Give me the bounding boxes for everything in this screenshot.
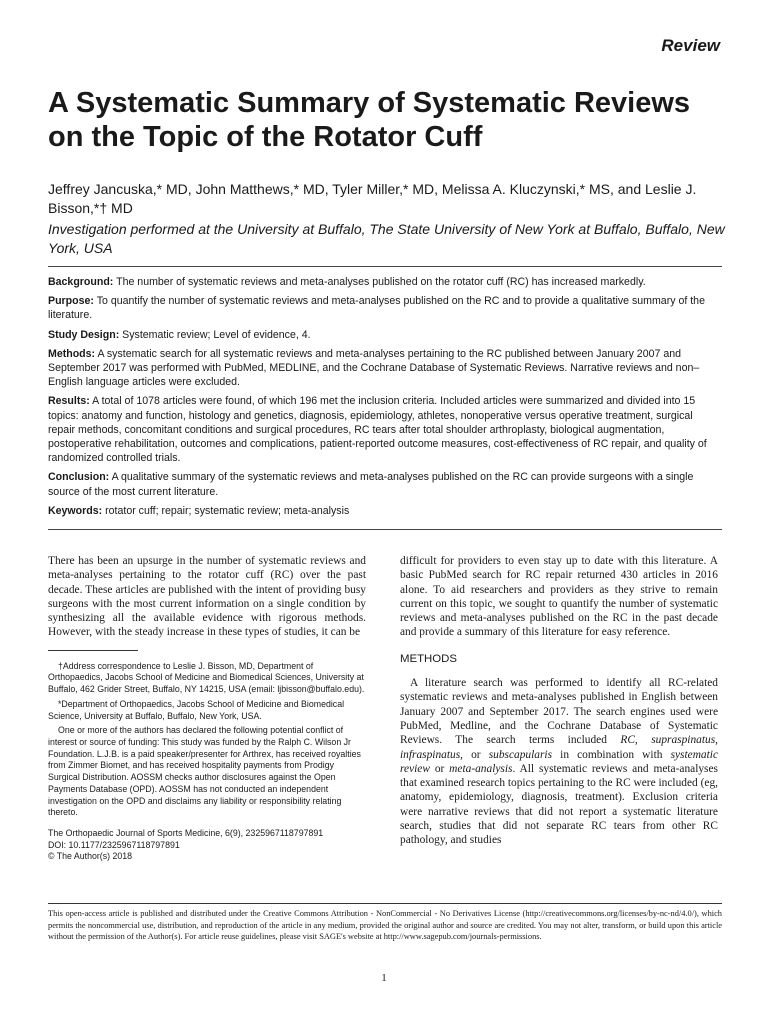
conclusion-text: A qualitative summary of the systematic reviews and meta-analyses published on the RC can provide surgeons with a single source of the most current literature. — [48, 471, 694, 498]
affiliation: Investigation performed at the University at Buffalo, The State University of New York at Buffalo, Buffalo, New York, USA — [48, 221, 725, 256]
purpose-label: Purpose: — [48, 295, 94, 308]
department-note: *Department of Orthopaedics, Jacobs School of Medicine and Biomedical Science, University at Buffalo, Buffalo, New York, USA. — [48, 698, 345, 721]
background-text: The number of systematic reviews and meta-analyses published on the rotator cuff (RC) has increased markedly. — [116, 276, 646, 288]
abstract-keywords — [48, 504, 722, 518]
disclosure-note: One or more of the authors has declared the following potential conflict of interest or source of funding: This study was funded by the Ralph C. Wilson Jr Foundation. L.J.B. is a paid speaker/presenter for Arthrex, has received royalties from Zimmer Biomet, and has received hospitality payments from Prodigy Surgical Distribution. AOSSM checks author disclosures against the Open Payments Database (OPD). AOSSM has not conducted an independent investigation on the OPD and disclaims any liability or responsibility relating thereto. — [48, 725, 361, 818]
design-label: Study Design: — [48, 328, 120, 341]
term-supraspinatus: supraspinatus — [651, 734, 716, 747]
abstract-purpose — [48, 294, 722, 322]
author-list: Jeffrey Jancuska,* MD, John Matthews,* MD, Tyler Miller,* MD, Melissa A. Kluczynski,* MS, and Leslie J. Bisson,*† MD — [48, 181, 697, 216]
abstract-design — [48, 328, 722, 342]
abstract-results — [48, 394, 722, 465]
journal-info — [48, 828, 366, 863]
term-meta-analysis: meta-analysis — [449, 762, 513, 775]
methods-text: A systematic search for all systematic reviews and meta-analyses pertaining to the RC published between January 2007 and September 2017 was performed with PubMed, MEDLINE, and the Cochrane Database of Systematic Reviews. Narrative reviews and non–English language articles were excluded. — [48, 347, 700, 389]
or-word-1: or — [471, 748, 481, 761]
license-notice: This open-access article is published and distributed under the Creative Commons Attribution - NonCommercial - No Derivatives License (http://creativecommons.org/licenses/by-nc-nd/4.0/), which permits the noncommercial use, distribution, and reproduction of the article in any medium, provided the original author and source are credited. You may not alter, transform, or build upon this article without the permission of the Author(s). For article reuse guidelines, please visit SAGE's website at http://www.sagepub.com/journals-permissions. — [48, 903, 722, 943]
doi: DOI: 10.1177/2325967118797891 — [48, 839, 180, 850]
abstract-conclusion — [48, 470, 722, 498]
intro-paragraph-right: difficult for providers to even stay up to date with this literature. A basic PubMed search for RC repair returned 430 articles in 2016 alone. To aid researchers and providers as they strive to remain current on this topic, we sought to quantify the number of systematic reviews and meta-analyses published on the RC in the past decade and provide a summary of this literature for easy reference. — [400, 555, 718, 639]
footnote-divider — [48, 650, 138, 651]
term-infraspinatus: infraspinatus — [400, 748, 461, 761]
purpose-text: To quantify the number of systematic reviews and meta-analyses published on the RC and to provide a qualitative summary of the literature. — [48, 295, 705, 322]
term-subscapularis: subscapularis — [488, 748, 553, 761]
results-label: Results: — [48, 395, 90, 408]
abstract-background — [48, 275, 722, 289]
left-column — [48, 554, 366, 863]
term-rc: RC — [620, 734, 635, 747]
background-label: Background: — [48, 276, 114, 288]
methods-text-2: All systematic reviews and meta-analyses that examined research topics pertaining to the RC were included (eg, anatomy, epidemiology, diagnosis, treatment). Exclusion criteria were narrative reviews that did not report a systematic literature search, studies that did not separate RC tears from other RC pathology, and studies — [400, 762, 718, 847]
methods-paragraph: A literature search was performed to identify all RC-related systematic reviews and meta-analyses published in English between January 2007 and September 2017. The search engines used were PubMed, Medline, and the Cochrane Database of Systematic Reviews. The search terms included RC, supraspinatus, infraspinatus, or subscapularis in combination with systematic review or meta-analysis. All systematic reviews and meta-analyses that examined research topics pertaining to the RC were included (eg, anatomy, epidemiology, diagnosis, treatment). Exclusion criteria were narrative reviews that did not report a systematic literature search, studies that did not separate RC tears from other RC pathology, and studies — [400, 677, 719, 847]
abstract-box — [48, 266, 722, 530]
or-word-2: or — [434, 762, 445, 775]
correspondence-note: †Address correspondence to Leslie J. Bisson, MD, Department of Orthopaedics, Jacobs School of Medicine and Biomedical Sciences, University at Buffalo, 462 Grider Street, Buffalo, NY 14215, USA (email: ljbisson@buffalo.edu). — [48, 660, 365, 695]
term-systematic-review: systematic review — [400, 748, 719, 775]
right-column — [400, 554, 718, 848]
design-text: Systematic review; Level of evidence, 4. — [122, 328, 311, 341]
intro-paragraph-left: There has been an upsurge in the number of systematic reviews and meta-analyses pertaining to the rotator cuff (RC) over the past decade. These articles are published with the intent of providing busy surgeons with the most current information on a single condition by synthesizing all the available evidence with rigorous methods. However, with the steady increase in these types of studies, it can be — [48, 555, 366, 639]
page-number: 1 — [381, 972, 387, 984]
methods-label: Methods: — [48, 347, 96, 360]
keywords-text: rotator cuff; repair; systematic review; meta-analysis — [105, 504, 350, 517]
article-title: A Systematic Summary of Systematic Reviews on the Topic of the Rotator Cuff — [48, 87, 691, 153]
keywords-label: Keywords: — [48, 504, 103, 517]
conclusion-label: Conclusion: — [48, 471, 110, 484]
methods-text-1: A literature search was performed to identify all RC-related systematic reviews and meta-analyses published in English between January 2007 and September 2017. The search engines used were PubMed, Medline, and the Cochrane Database of Systematic Reviews. The search terms included — [400, 677, 718, 747]
results-text: A total of 1078 articles were found, of which 196 met the inclusion criteria. Included articles were summarized and divided into 15 topics: anatomy and function, histology and genetics, diagnosis, epidemiology, athletes, nonoperative versus operative treatment, surgical repair methods, concomitant conditions and surgical procedures, RC tears after total shoulder arthroplasty, biological augmentation, postoperative rehabilitation, outcomes and complications, patient-reported outcome measures, cost-effectiveness of RC repair, and quality of randomized controlled trials. — [48, 395, 707, 465]
copyright: © The Author(s) 2018 — [48, 851, 133, 862]
abstract-methods — [48, 347, 722, 390]
section-label: Review — [661, 36, 720, 55]
methods-heading: METHODS — [400, 652, 457, 665]
combination-text: in combination with — [560, 748, 663, 761]
journal-citation: The Orthopaedic Journal of Sports Medicine, 6(9), 2325967118797891 — [48, 827, 324, 838]
footnotes — [48, 661, 366, 863]
